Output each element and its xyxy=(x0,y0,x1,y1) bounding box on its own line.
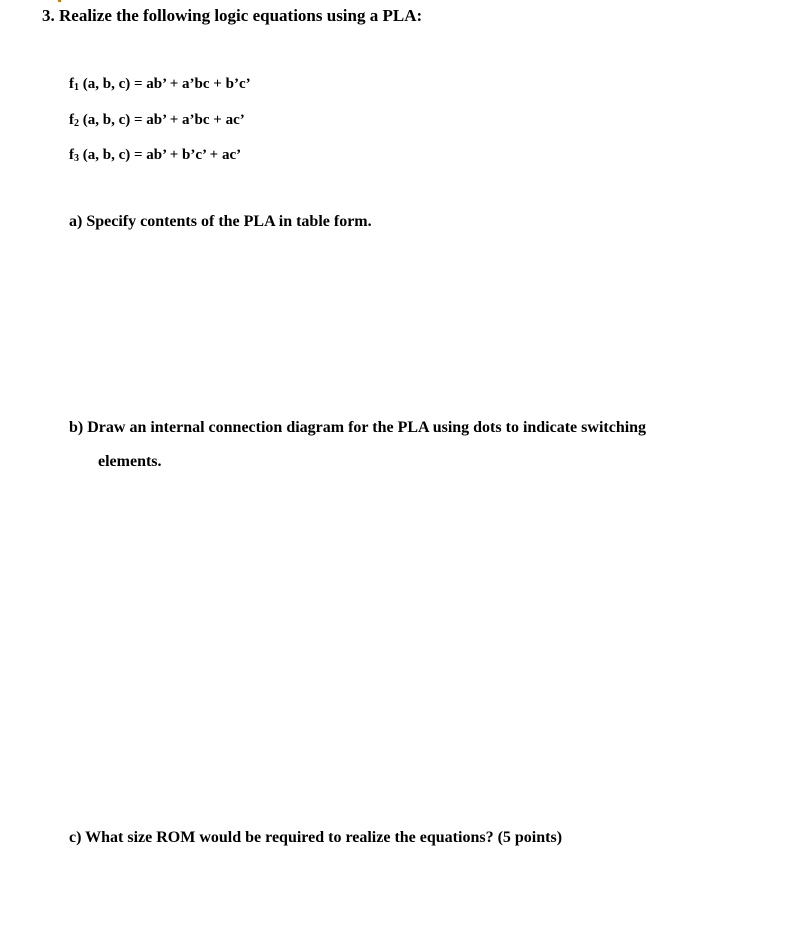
question-title: 3. Realize the following logic equations using a PLA: xyxy=(42,6,423,25)
equation-f3-expression: (a, b, c) = ab’ + b’c’ + ac’ xyxy=(79,147,242,163)
part-b-prompt-continuation: elements. xyxy=(98,453,162,470)
equation-f1-expression: (a, b, c) = ab’ + a’bc + b’c’ xyxy=(79,76,251,92)
part-a-prompt: a) Specify contents of the PLA in table form. xyxy=(69,213,372,230)
equation-f3 xyxy=(69,147,241,164)
equation-f1-name: f xyxy=(69,76,74,92)
part-c-prompt: c) What size ROM would be required to realize the equations? (5 points) xyxy=(69,829,563,846)
equation-f3-subscript: 3 xyxy=(74,153,79,164)
equation-f2-subscript: 2 xyxy=(74,118,79,129)
equation-f1-subscript: 1 xyxy=(74,82,79,93)
equation-f2-expression: (a, b, c) = ab’ + a’bc + ac’ xyxy=(79,112,245,128)
equation-f2 xyxy=(69,112,245,129)
equation-f1 xyxy=(69,76,251,93)
equation-f3-name: f xyxy=(69,147,74,163)
part-b-prompt: b) Draw an internal connection diagram for the PLA using dots to indicate switching xyxy=(69,419,647,436)
equation-f2-name: f xyxy=(69,112,74,128)
top-marker xyxy=(58,0,61,2)
